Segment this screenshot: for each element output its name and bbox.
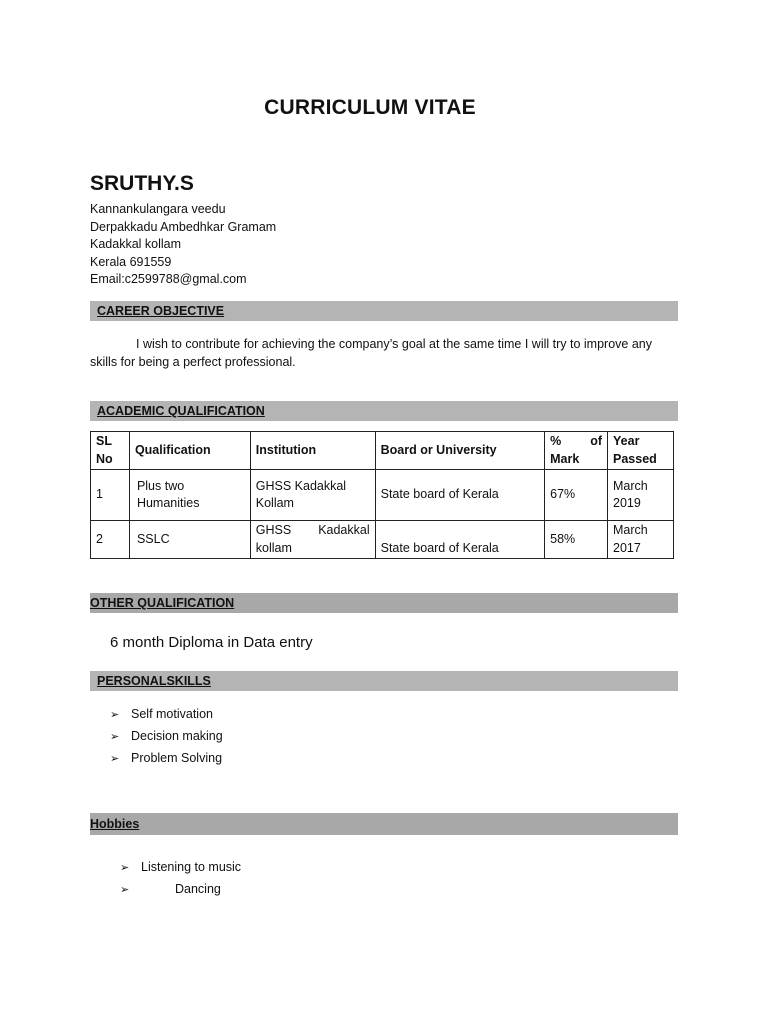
cell-text: Kollam bbox=[255, 496, 294, 510]
hobbies-heading bbox=[90, 813, 678, 835]
cell-qualification: SSLC bbox=[129, 521, 250, 559]
objective-line: skills for being a perfect professional. bbox=[90, 355, 296, 369]
cell-sl: 1 bbox=[91, 470, 130, 521]
table-row bbox=[91, 521, 674, 559]
arrow-bullet-icon: ➢ bbox=[110, 729, 120, 743]
personal-skills-heading bbox=[90, 671, 678, 691]
cell-institution bbox=[250, 521, 375, 559]
arrow-bullet-icon: ➢ bbox=[110, 708, 120, 721]
header-text: Institution bbox=[255, 442, 317, 457]
skills-list bbox=[110, 704, 223, 769]
header-text: SL bbox=[96, 434, 112, 448]
header-text: of bbox=[590, 434, 603, 448]
header-year bbox=[608, 432, 674, 470]
arrow-bullet-icon: ➢ bbox=[120, 882, 130, 896]
header-text: Mark bbox=[550, 451, 580, 466]
cell-text: Kadakkal bbox=[318, 523, 370, 537]
header-text: Qualification bbox=[134, 442, 211, 457]
table-header-row bbox=[91, 432, 674, 470]
header-text: No bbox=[96, 451, 113, 466]
email-line: Email:c2599788@gmal.com bbox=[90, 272, 247, 287]
cell-text: Humanities bbox=[136, 496, 200, 510]
cell-text: kollam bbox=[255, 540, 292, 555]
list-item-text: Problem Solving bbox=[131, 750, 223, 765]
list-item-text: Self motivation bbox=[131, 707, 213, 721]
header-text: Year bbox=[613, 434, 640, 448]
list-item-text: Listening to music bbox=[141, 860, 242, 874]
cell-mark: 67% bbox=[545, 470, 608, 521]
header-mark bbox=[545, 432, 608, 470]
header-sl bbox=[91, 432, 130, 470]
academic-table bbox=[90, 431, 674, 559]
header-qualification bbox=[129, 432, 250, 470]
list-item bbox=[110, 726, 223, 748]
list-item bbox=[110, 748, 223, 770]
header-text: % bbox=[550, 434, 562, 448]
cell-qualification bbox=[129, 470, 250, 521]
list-item bbox=[110, 704, 223, 726]
address-line: Kannankulangara veedu bbox=[90, 202, 226, 216]
cell-text: March bbox=[613, 478, 648, 493]
address-line: Derpakkadu Ambedhkar Gramam bbox=[90, 219, 277, 234]
arrow-bullet-icon: ➢ bbox=[110, 751, 120, 765]
candidate-name: SRUTHY.S bbox=[90, 172, 194, 195]
cell-text: GHSS bbox=[255, 523, 292, 537]
hobbies-list bbox=[120, 857, 241, 901]
document-title: CURRICULUM VITAE bbox=[264, 96, 476, 119]
header-board bbox=[375, 432, 545, 470]
list-item bbox=[120, 857, 241, 879]
section-heading-text: Hobbies bbox=[90, 817, 140, 831]
section-heading-text: OTHER QUALIFICATION bbox=[90, 596, 235, 610]
header-institution bbox=[250, 432, 375, 470]
section-heading-text: PERSONALSKILLS bbox=[97, 674, 211, 688]
arrow-bullet-icon: ➢ bbox=[120, 861, 130, 874]
career-objective-text bbox=[90, 335, 680, 371]
cell-text: Plus two bbox=[136, 478, 185, 493]
cell-text: 2019 bbox=[613, 496, 641, 510]
cell-text: GHSS Kadakkal bbox=[255, 478, 347, 493]
cell-year bbox=[608, 470, 674, 521]
table-row bbox=[91, 470, 674, 521]
diploma-item: 6 month Diploma in Data entry bbox=[110, 634, 313, 651]
other-qualification-heading bbox=[90, 593, 678, 613]
address-line: Kerala 691559 bbox=[90, 254, 172, 269]
cell-mark: 58% bbox=[545, 521, 608, 559]
objective-line: I wish to contribute for achieving the company’s goal at the same time I will try to improve any bbox=[136, 337, 652, 351]
cell-board: State board of Kerala bbox=[375, 521, 545, 559]
career-objective-heading bbox=[90, 301, 678, 321]
list-item-text: Decision making bbox=[131, 728, 223, 743]
address-block bbox=[90, 201, 276, 289]
cell-sl: 2 bbox=[91, 521, 130, 559]
header-text: Passed bbox=[613, 451, 657, 466]
list-item bbox=[120, 879, 241, 901]
list-item-text: Dancing bbox=[175, 881, 221, 896]
header-text: Board or University bbox=[380, 442, 497, 457]
cell-year bbox=[608, 521, 674, 559]
section-heading-text: CAREER OBJECTIVE bbox=[97, 304, 225, 318]
cell-text: March bbox=[613, 523, 648, 537]
address-line: Kadakkal kollam bbox=[90, 237, 182, 252]
academic-qualification-heading bbox=[90, 401, 678, 421]
cell-institution bbox=[250, 470, 375, 521]
section-heading-text: ACADEMIC QUALIFICATION bbox=[97, 404, 265, 418]
cell-text: 2017 bbox=[613, 540, 641, 555]
cell-board: State board of Kerala bbox=[375, 470, 545, 521]
